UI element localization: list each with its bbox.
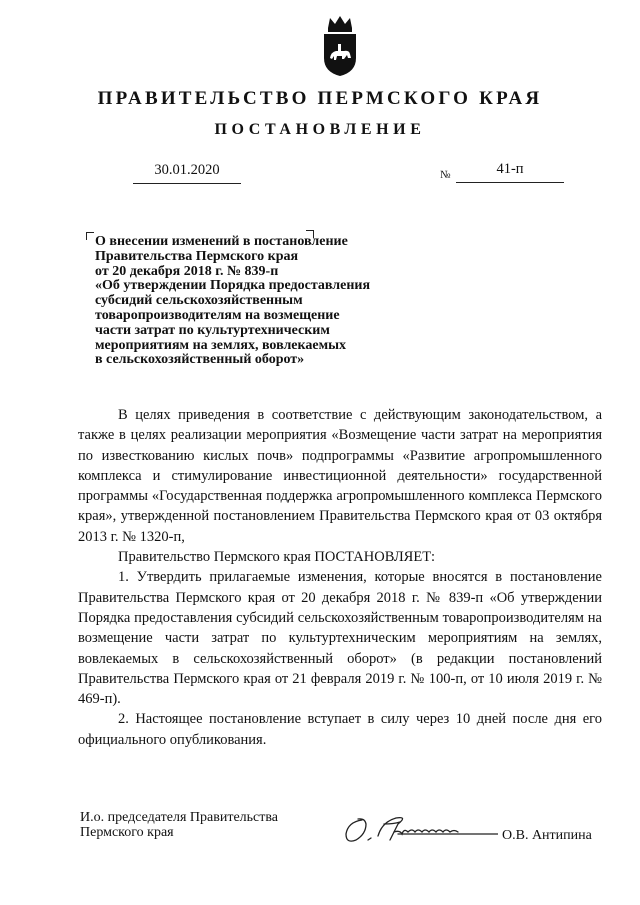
document-type: ПОСТАНОВЛЕНИЕ (214, 121, 426, 138)
subject-line: мероприятиям на землях, вовлекаемых (95, 337, 347, 353)
document-date: 30.01.2020 (154, 162, 220, 178)
handwritten-signature (338, 810, 498, 854)
subject-line: «Об утверждении Порядка предоставления (95, 278, 371, 294)
subject-line: части затрат по культуртехническим (95, 322, 330, 338)
coat-of-arms-icon (320, 14, 360, 78)
signer-name: О.В. Антипина (502, 828, 592, 843)
document-subject (95, 235, 395, 368)
document-number: 41-п (496, 161, 524, 177)
body-paragraph: В целях приведения в соответствие с действующим законодательством, а также в целях реализации мероприятия «Возмещение части затрат на мероприятия по известкованию кислых почв» подпрограммы «Развитие агропромышленного комплекса и стимулирование инвестиционной деятельности» государственной программы «Государственная поддержка агропромышленного комплекса Пермского края», утвержденной постановлением Правительства Пермского края от 03 октября 2013 г. № 1320-п, (78, 407, 602, 545)
document-body (78, 405, 602, 750)
subject-line: от 20 декабря 2018 г. № 839-п (95, 263, 279, 279)
signatory-title-line: Пермского края (80, 825, 174, 840)
body-paragraph: 1. Утвердить прилагаемые изменения, которые вносятся в постановление Правительства Пермского края от 20 декабря 2018 г. № 839-п «Об утверждении Порядка предоставления субсидий сельскохозяйственным товаропроизводителям на возмещение части затрат по культуртехническим мероприятиям на землях, вовлекаемых в сельскохозяйственный оборот» (в редакции постановлений Правительства Пермского края от 21 февраля 2019 г. № 100-п, от 10 июля 2019 г. № 469-п). (78, 569, 602, 708)
government-title: ПРАВИТЕЛЬСТВО ПЕРМСКОГО КРАЯ (97, 88, 543, 109)
body-paragraph: 2. Настоящее постановление вступает в силу через 10 дней после дня его официального опубликования. (78, 711, 602, 748)
subject-line: субсидий сельскохозяйственным (95, 293, 303, 309)
subject-corner-mark-left (86, 232, 94, 240)
date-underline (133, 183, 241, 184)
subject-line: в сельскохозяйственный оборот» (95, 352, 305, 368)
signatory-title-line: И.о. председателя Правительства (80, 810, 279, 825)
body-paragraph: Правительство Пермского края ПОСТАНОВЛЯЕТ: (118, 549, 436, 566)
number-sign: № (440, 169, 451, 181)
subject-line: товаропроизводителям на возмещение (95, 307, 340, 323)
subject-line: О внесении изменений в постановление (95, 234, 348, 249)
number-underline (456, 182, 564, 183)
subject-line: Правительства Пермского края (95, 248, 299, 264)
signatory-title (80, 810, 278, 840)
